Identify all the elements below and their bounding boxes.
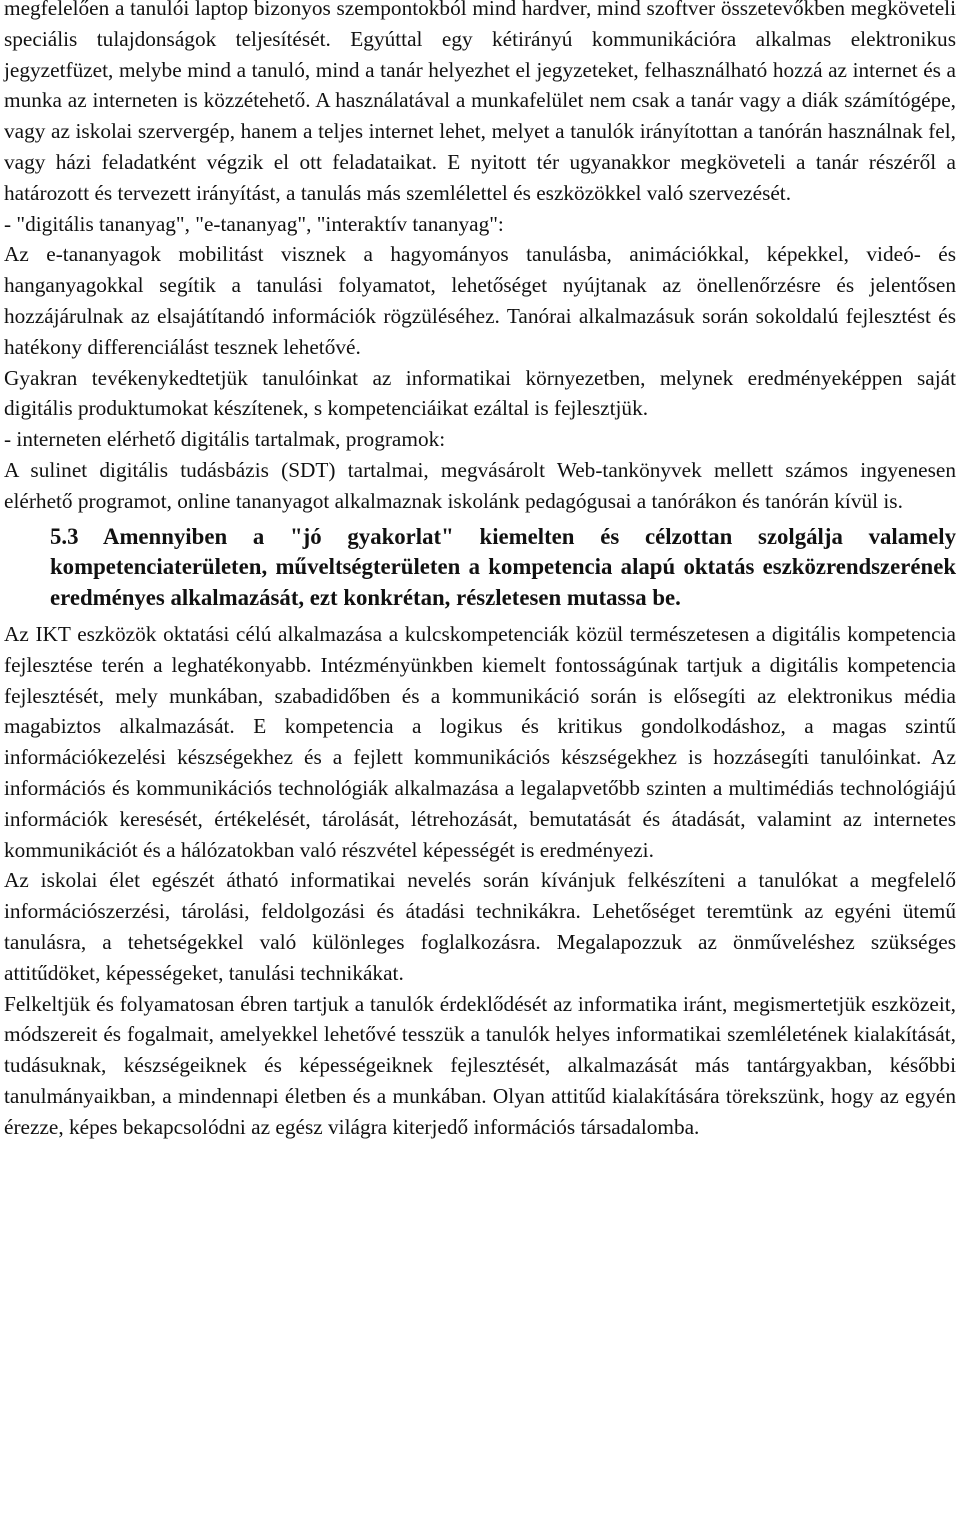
section-heading: 5.3 Amennyiben a "jó gyakorlat" kiemelten és célzottan szolgálja valamely kompetenciaterületen, műveltségterületen a kompetencia alapú oktatás eszközrendszerének eredményes alkalmazását, ezt konkrétan, részletesen mutassa be. xyxy=(50,523,956,611)
paragraph-laptop-notebook: megfelelően a tanulói laptop bizonyos szempontokból mind hardver, mind szoftver összetevőkben megköveteli speciális tulajdonságok teljesítését. Egyúttal egy kétirányú kommunikációra alkalmas elektronikus jegyzetfüzet, melybe mind a tanuló, mind a tanár helyezhet el jegyzeteket, felhasználható hozzá az internet és a munka az interneten is közzétehető. A használatával a munkafelület nem csak a tanár vagy a diák számítógépe, vagy az iskolai szervergép, hanem a teljes internet lehet, melyet a tanulók irányítottan a tanórán használnak fel, vagy házi feladatként végzik el ott feladataikat. E nyitott tér ugyanakkor megköveteli a tanár részéről a határozott és tervezett irányítást, a tanulás más szemlélettel és eszközökkel való szervezését. xyxy=(4,0,956,205)
list-item-digital-material: - "digitális tananyag", "e-tananyag", "interaktív tananyag": xyxy=(4,211,504,236)
paragraph-student-activity: Gyakran tevékenykedtetjük tanulóinkat az informatikai környezetben, melynek eredményeképpen saját digitális produktumokat készítenek, s kompetenciáikat ezáltal is fejlesztjük. xyxy=(4,365,956,421)
document-body xyxy=(4,0,956,1142)
paragraph-interest: Felkeltjük és folyamatosan ébren tartjuk a tanulók érdeklődését az informatika iránt, megismertetjük eszközeit, módszereit és fogalmait, amelyekkel lehetővé tesszük a tanulók helyes informatikai szemléletének kialakítását, tudásuknak, készségeiknek és képességeiknek fejlesztését, alkalmazását más tantárgyakban, későbbi tanulmányaikban, a mindennapi életben és a munkában. Olyan attitűd kialakítására törekszünk, hogy az egyén érezze, képes bekapcsolódni az egész világra kiterjedő információs társadalomba. xyxy=(4,991,956,1139)
paragraph-sulinet: A sulinet digitális tudásbázis (SDT) tartalmai, megvásárolt Web-tankönyvek mellett számos ingyenesen elérhető programot, online tananyagot alkalmaznak iskolánk pedagógusai a tanórákon és tanórán kívül is. xyxy=(4,457,956,513)
section-heading-block xyxy=(4,517,956,619)
paragraph-e-material: Az e-tananyagok mobilitást visznek a hagyományos tanulásba, animációkkal, képekkel, videó- és hanganyagokkal segítik a tanulási folyamatot, lehetőséget nyújtanak az önellenőrzésre és jelentősen hozzájárulnak az elsajátítandó információk rögzüléséhez. Tanórai alkalmazásuk során sokoldalú fejlesztést és hatékony differenciálást tesznek lehetővé. xyxy=(4,242,956,359)
paragraph-school-life: Az iskolai élet egészét átható informatikai nevelés során kívánjuk felkészíteni a tanulókat a megfelelő információszerzési, tárolási, feldolgozási és átadási technikákra. Lehetőséget teremtünk az egyéni ütemű tanulásra, a tehetségekkel való különleges foglalkozásra. Megalapozzuk az önműveléshez szükséges attitűdöket, képességeket, tanulási technikákat. xyxy=(4,868,956,985)
paragraph-ikt-tools: Az IKT eszközök oktatási célú alkalmazása a kulcskompetenciák közül természetesen a digitális kompetencia fejlesztése terén a leghatékonyabb. Intézményünkben kiemelt fontosságúnak tartjuk a digitális kompetencia fejlesztését, mely munkában, szabadidőben és a kommunikáció során is elősegíti az elektronikus média magabiztos alkalmazását. E kompetencia a logikus és kritikus gondolkodáshoz, a magas szintű információkezelési készségekhez és a fejlett kommunikációs készségekhez is hozzásegíti tanulóinkat. Az információs és kommunikációs technológiák alkalmazása a legalapvetőbb szinten a multimédiás technológiájú információk keresését, értékelését, tárolását, létrehozását, bemutatását és átadását, valamint az internetes kommunikációt és a hálózatokban való részvétel képességét is eredményezi. xyxy=(4,621,956,862)
list-item-online-content: - interneten elérhető digitális tartalmak, programok: xyxy=(4,427,446,452)
